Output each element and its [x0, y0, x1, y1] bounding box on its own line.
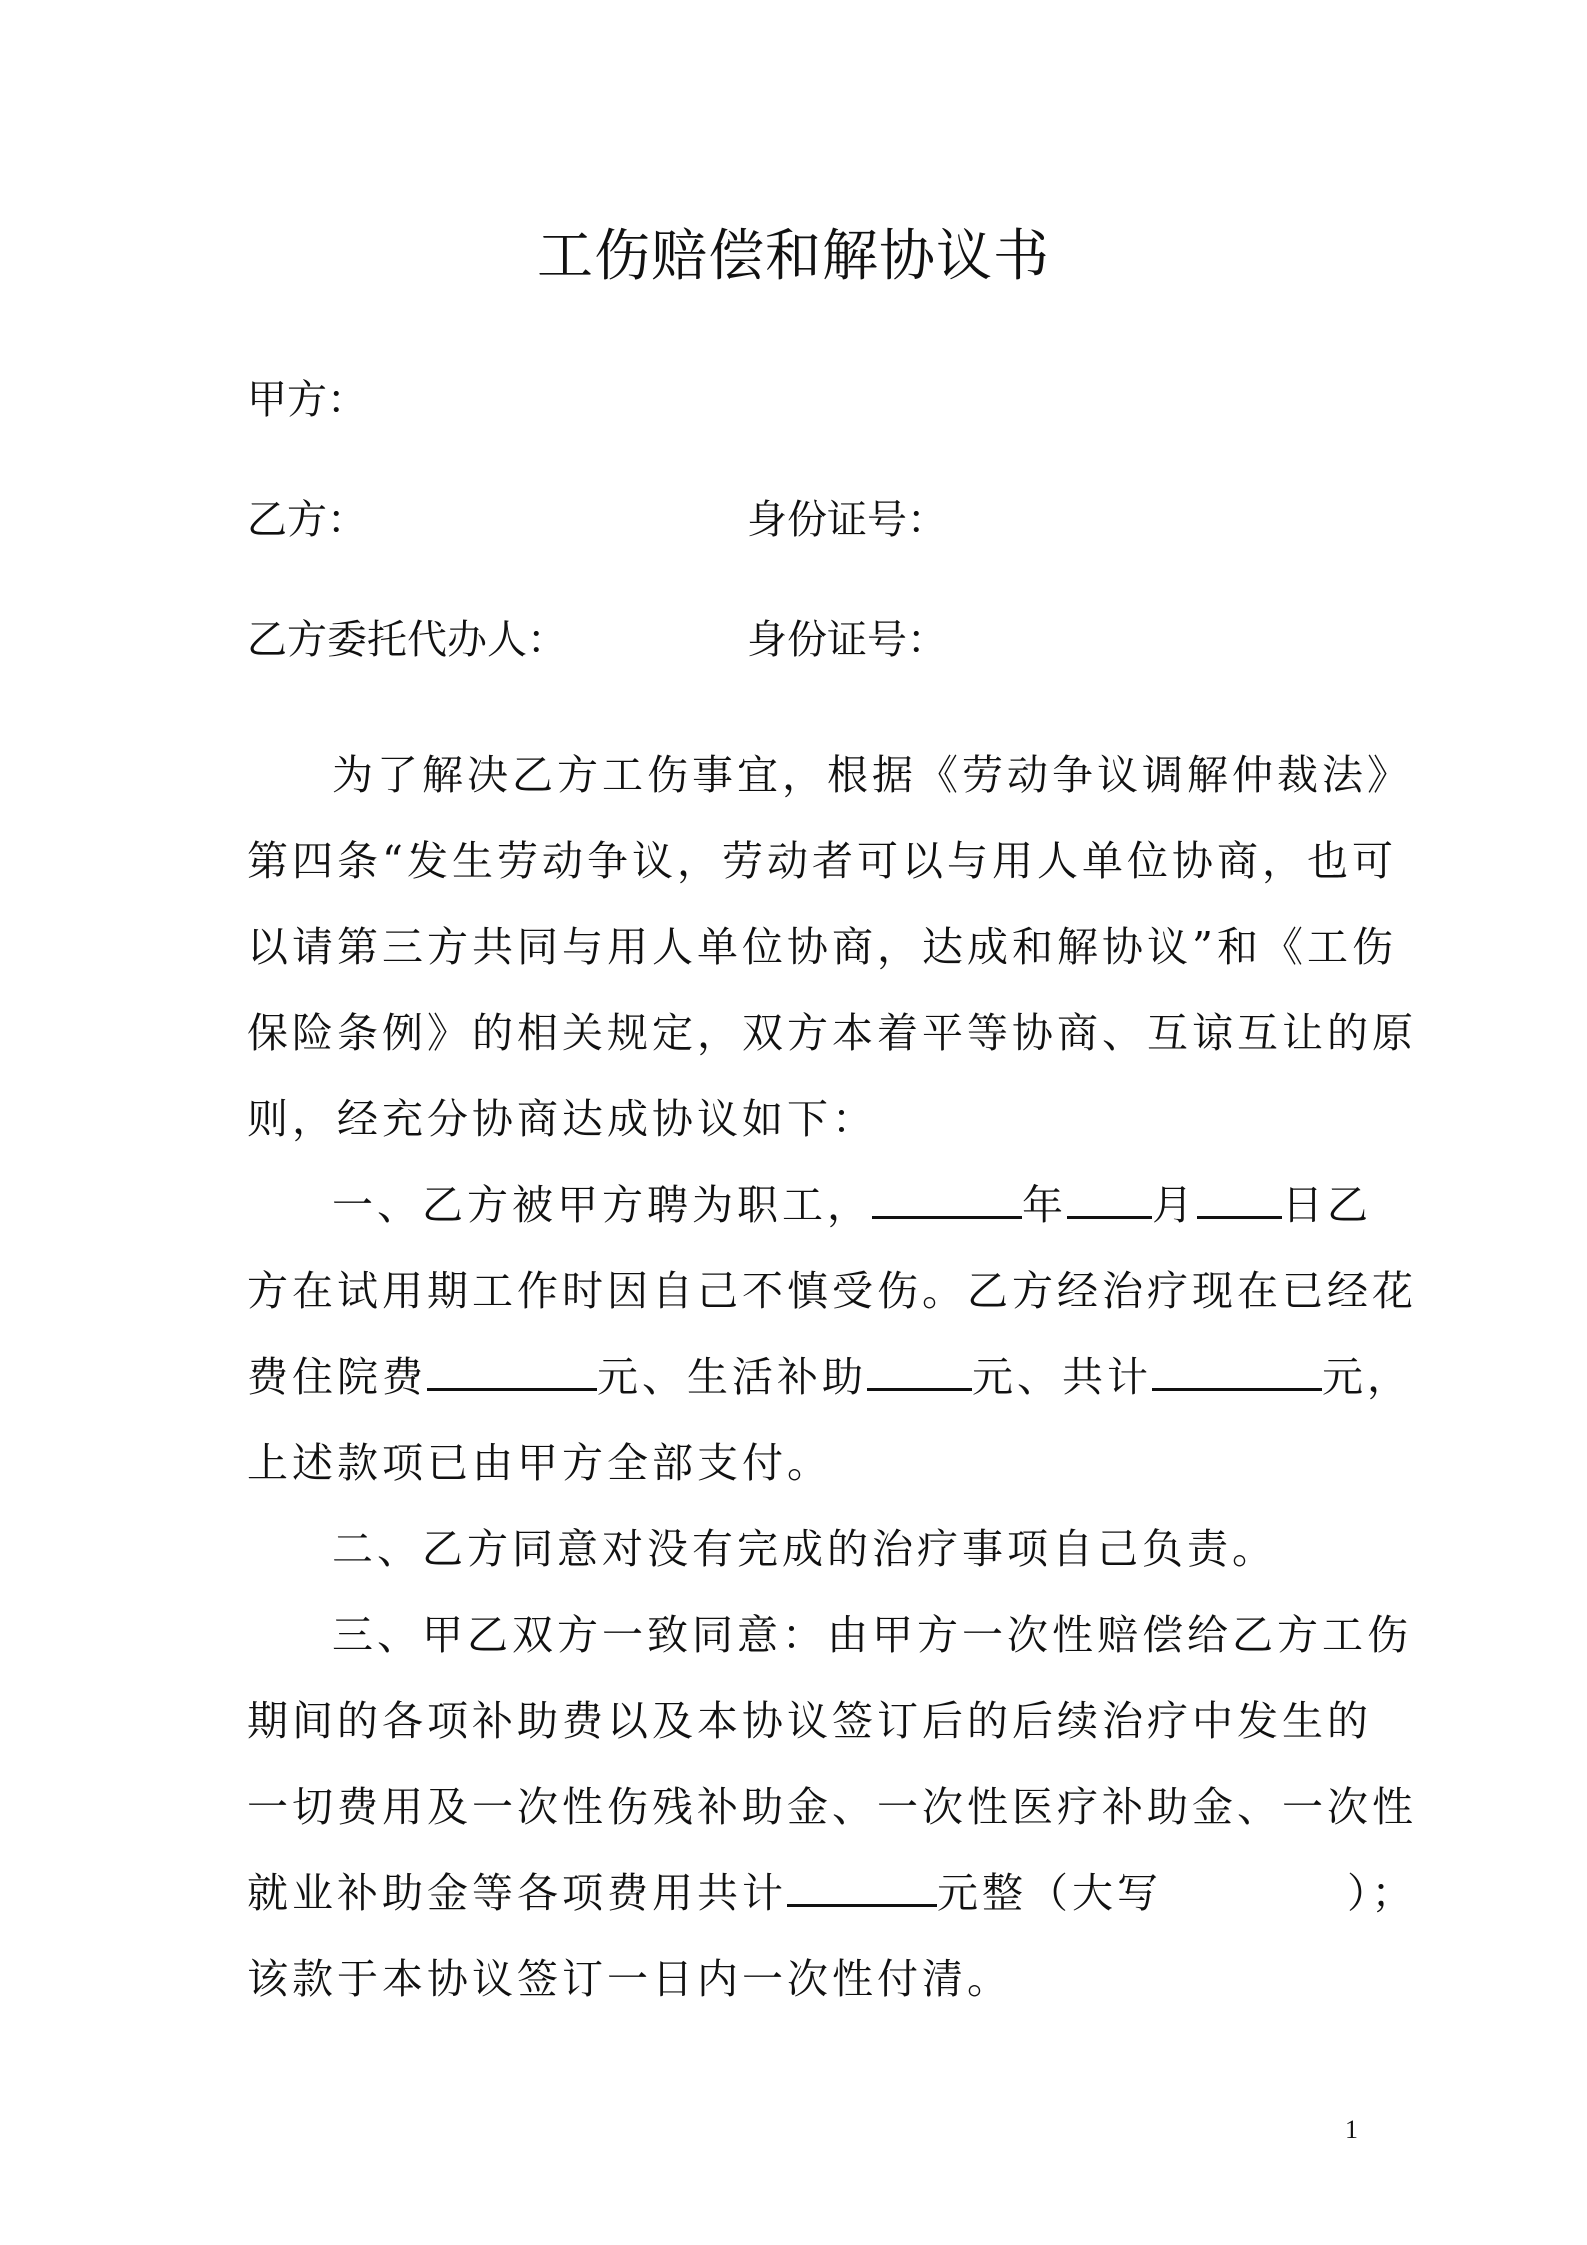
- hospital-fee-label: 费住院费: [247, 1353, 427, 1401]
- day-blank: [1197, 1182, 1282, 1219]
- month-label: 月: [1152, 1181, 1197, 1229]
- clause3-line2: 期间的各项补助费以及本协议签订后的后续治疗中发生的: [247, 1697, 1372, 1745]
- living-allowance-blank: [867, 1354, 972, 1391]
- para1-line3: 以请第三方共同与用人单位协商，达成和解协议”和《工伤: [247, 923, 1397, 971]
- day-label: 日乙: [1282, 1181, 1372, 1229]
- clause1-line1: [332, 1180, 1372, 1230]
- yuan-label: 元，: [1322, 1353, 1412, 1401]
- living-allowance-label: 元、生活补助: [597, 1353, 867, 1401]
- month-blank: [1067, 1182, 1152, 1219]
- page-number: 1: [1345, 2115, 1358, 2144]
- party-a-label: 甲方：: [247, 377, 367, 423]
- agent-id-label: 身份证号：: [747, 617, 947, 663]
- clause1-line4: 上述款项已由甲方全部支付。: [247, 1439, 832, 1487]
- para1-line4: 保险条例》的相关规定，双方本着平等协商、互谅互让的原: [247, 1009, 1417, 1057]
- capital-amount-label: 元整（大写: [937, 1869, 1162, 1917]
- clause3-line5: 该款于本协议签订一日内一次性付清。: [247, 1955, 1012, 2003]
- clause3-line4: [247, 1868, 1417, 1918]
- para1-line1: 为了解决乙方工伤事宜，根据《劳动争议调解仲裁法》: [332, 751, 1412, 799]
- total-fees-blank: [787, 1870, 937, 1907]
- clause3-line3: 一切费用及一次性伤残补助金、一次性医疗补助金、一次性: [247, 1783, 1417, 1831]
- agent-label: 乙方委托代办人：: [247, 617, 567, 663]
- para1-line2: 第四条“发生劳动争议，劳动者可以与用人单位协商，也可: [247, 837, 1397, 885]
- year-label: 年: [1022, 1181, 1067, 1229]
- total-blank: [1152, 1354, 1322, 1391]
- total-fees-label: 就业补助金等各项费用共计: [247, 1869, 787, 1917]
- total-label: 元、共计: [972, 1353, 1152, 1401]
- clause1-line2: 方在试用期工作时因自己不慎受伤。乙方经治疗现在已经花: [247, 1267, 1417, 1315]
- capital-amount-close: ）；: [1347, 1869, 1417, 1917]
- clause1-intro: 一、乙方被甲方聘为职工，: [332, 1181, 872, 1229]
- document-title: 工伤赔偿和解协议书: [537, 224, 1050, 289]
- party-b-label: 乙方：: [247, 497, 367, 543]
- clause2-line: 二、乙方同意对没有完成的治疗事项自己负责。: [332, 1525, 1277, 1573]
- hospital-fee-blank: [427, 1354, 597, 1391]
- para1-line5: 则，经充分协商达成协议如下：: [247, 1095, 877, 1143]
- year-blank: [872, 1182, 1022, 1219]
- clause1-line3: [247, 1352, 1412, 1402]
- party-b-id-label: 身份证号：: [747, 497, 947, 543]
- clause3-line1: 三、甲乙双方一致同意：由甲方一次性赔偿给乙方工伤: [332, 1611, 1412, 1659]
